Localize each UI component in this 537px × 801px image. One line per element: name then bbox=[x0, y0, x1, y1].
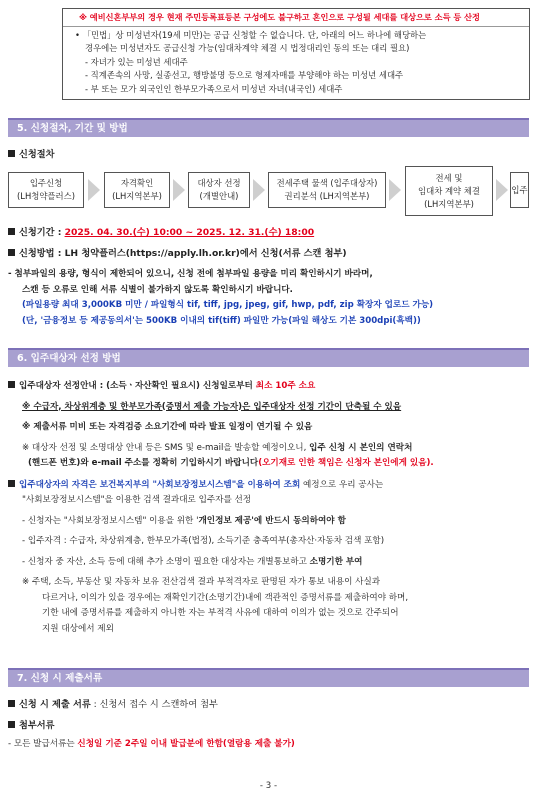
attachments-heading: 첨부서류 bbox=[8, 719, 55, 732]
procedure-flow bbox=[8, 166, 529, 217]
flow-arrow-icon bbox=[496, 179, 508, 201]
square-bullet-icon bbox=[8, 700, 15, 707]
selection-duration: 최소 10주 소요 bbox=[255, 381, 316, 391]
minor-item: - 자녀가 있는 미성년 세대주 bbox=[85, 56, 188, 67]
file-format-limits: (파일용량 최대 3,000KB 미만 / 파일형식 tif, tiff, jpg, jpeg, gif, hwp, pdf, zip 확장자 업로드 가능) bbox=[22, 300, 434, 310]
flow-step-verify: 자격확인 (LH지역본부) bbox=[104, 172, 170, 208]
flow-arrow-icon bbox=[253, 179, 265, 201]
square-bullet-icon bbox=[8, 228, 15, 235]
selection-section bbox=[8, 379, 530, 637]
flow-arrow-icon bbox=[88, 179, 100, 201]
square-bullet-icon bbox=[8, 249, 15, 256]
minor-item: - 부 또는 모가 외국인인 한부모가족으로서 미성년 자녀(내국인) 세대주 bbox=[85, 83, 343, 94]
explanation-deadline: - 신청자 중 자산, 소득 등에 대해 추가 소명이 필요한 대상자는 개별통보하고 소명기한 부여 bbox=[22, 556, 363, 567]
application-period-value: 2025. 04. 30.(수) 10:00 ~ 2025. 12. 31.(수) 18:00 bbox=[64, 227, 315, 238]
minor-bullet: • 「민법」상 미성년자(19세 미만)는 공급 신청할 수 없습니다. 단, 아래의 어느 하나에 해당하는 bbox=[75, 29, 427, 40]
attachment-notice-line: - 첨부파일의 용량, 형식이 제한되어 있으니, 신청 전에 첨부파일 용량을 미리 확인하시기 바라며, bbox=[8, 269, 373, 279]
section-5-header: 5. 신청절차, 기간 및 방법 bbox=[8, 118, 529, 137]
prospective-newlywed-note: ※ 예비신혼부부의 경우 현재 주민등록표등본 구성에도 불구하고 혼인으로 구성될 세대를 대상으로 소득 등 산정 bbox=[63, 9, 529, 27]
application-method: 신청방법 : LH 청약플러스(https://apply.lh.or.kr)에서 신청(서류 스캔 첨부) bbox=[8, 247, 347, 260]
attachment-notice-line: 스캔 등 오류로 인해 서류 식별이 불가하지 않도록 확인하시기 바랍니다. bbox=[22, 284, 293, 295]
square-bullet-icon bbox=[8, 721, 15, 728]
flow-step-apply: 입주신청 (LH청약플러스) bbox=[8, 172, 84, 208]
contact-note-cont: (핸드폰 번호)와 e-mail 주소를 정확히 기입하시기 바랍니다(오기재로 인한 책임은 신청자 본인에게 있음). bbox=[28, 458, 434, 468]
flow-step-move-in: 입주 bbox=[510, 172, 529, 208]
procedure-heading: 신청절차 bbox=[8, 148, 55, 161]
objection-note-cont: 지원 대상에서 제외 bbox=[42, 623, 114, 634]
attachment-notice bbox=[8, 267, 530, 329]
flow-arrow-icon bbox=[389, 179, 401, 201]
minor-item: - 직계존속의 사망, 실종선고, 행방불명 등으로 형제자매를 부양해야 하는 미성년 세대주 bbox=[85, 70, 404, 81]
application-period: 신청기간 : 2025. 04. 30.(수) 10:00 ~ 2025. 12. 31.(수) 18:00 bbox=[8, 226, 314, 239]
consent-requirement: - 신청자는 "사회보장정보시스템" 이용을 위한 '개인정보 제공'에 반드시 동의하여야 함 bbox=[22, 515, 346, 526]
flow-step-contract: 전세 및 임대차 계약 체결 (LH지역본부) bbox=[405, 166, 493, 216]
delay-note: ※ 제출서류 미비 또는 자격검증 소요기간에 따라 발표 일정이 연기될 수 있음 bbox=[22, 422, 313, 432]
submission-docs: 신청 시 제출 서류 : 신청서 접수 시 스캔하여 첨부 bbox=[8, 698, 218, 711]
page-number: - 3 - bbox=[259, 781, 278, 791]
section-7-header: 7. 신청 시 제출서류 bbox=[8, 668, 529, 687]
minor-bullet-cont: 경우에는 미성년자도 공급신청 가능(임대차계약 체결 시 법정대리인 동의 또는 대리 필요) bbox=[85, 43, 410, 54]
flow-step-house-search: 전세주택 물색 (입주대상자) 권리분석 (LH지역본부) bbox=[268, 172, 386, 208]
objection-note: ※ 주택, 소득, 부동산 및 자동차 보유 전산검색 결과 부적격자로 판명된 자가 통보 내용이 사실과 bbox=[22, 577, 381, 587]
verification-note: 입주대상자의 자격은 보건복지부의 "사회보장정보시스템"을 이용하여 조회 예정으로 우리 공사는 bbox=[8, 478, 530, 494]
square-bullet-icon bbox=[8, 150, 15, 157]
section-6-header: 6. 입주대상자 선정 방법 bbox=[8, 348, 529, 367]
minor-eligibility-box bbox=[62, 8, 530, 100]
shortened-period-note: ※ 수급자, 차상위계층 및 한부모가족(증명서 제출 가능자)은 입주대상자 선정 기간이 단축될 수 있음 bbox=[22, 401, 402, 412]
square-bullet-icon bbox=[8, 381, 15, 388]
square-bullet-icon bbox=[8, 480, 15, 487]
objection-note-cont: 기한 내에 증명서류를 제출하지 아니한 자는 부적격 사유에 대하여 이의가 없는 것으로 간주되어 bbox=[42, 608, 399, 618]
flow-step-select: 대상자 선정 (개별안내) bbox=[188, 172, 250, 208]
eligibility-criteria: - 입주자격 : 수급자, 차상위계층, 한부모가족(법정), 소득기준 충족여부(총자산·자동차 검색 포함) bbox=[22, 536, 385, 546]
flow-arrow-icon bbox=[173, 179, 185, 201]
objection-note-cont: 다르거나, 이의가 있을 경우에는 재확인기간(소명기간)내에 객관적인 증명서류를 제출하여야 하며, bbox=[42, 592, 409, 603]
consent-form-limits: (단, '금융정보 등 제공동의서'는 500KB 이내의 tif(tiff) 파일만 가능(파일 해상도 기본 300dpi(흑백)) bbox=[22, 315, 421, 326]
contact-note: ※ 대상자 선정 및 소명대상 안내 등은 SMS 및 e-mail을 발송할 예정이오니, 입주 신청 시 본인의 연락처 bbox=[22, 442, 413, 453]
selection-guide: 입주대상자 선정안내 : (소득ㆍ자산확인 필요시) 신청일로부터 최소 10주 소요 bbox=[8, 379, 530, 395]
verification-note-cont: "사회보장정보시스템"을 이용한 검색 결과대로 입주자를 선정 bbox=[22, 495, 252, 505]
attachments-rule: - 모든 발급서류는 신청일 기준 2주일 이내 발급분에 한함(열람용 제출 불가) bbox=[8, 739, 295, 749]
